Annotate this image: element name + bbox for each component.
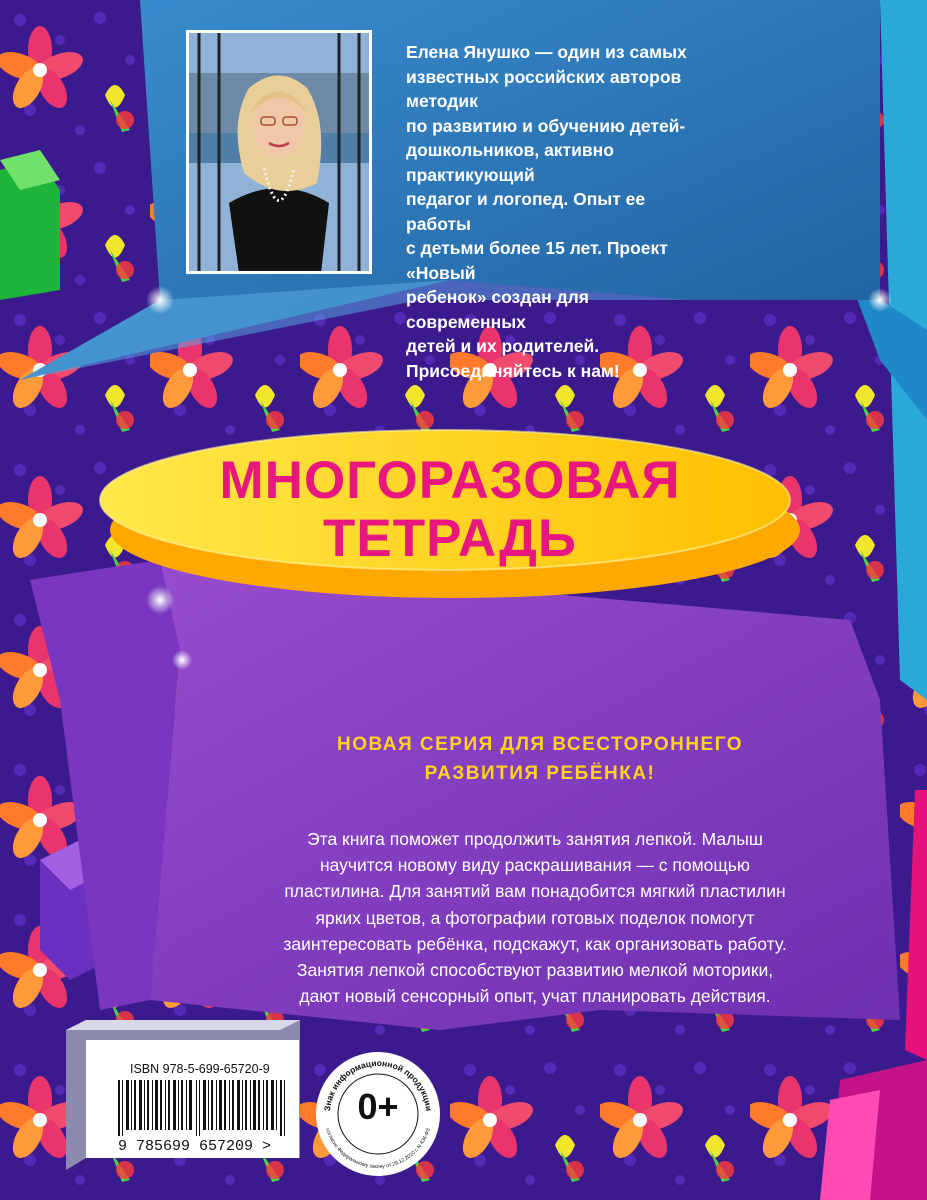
author-portrait-image xyxy=(189,33,369,271)
bio-line: по развитию и обучению детей- xyxy=(406,115,686,136)
headline-line1: НОВАЯ СЕРИЯ ДЛЯ ВСЕСТОРОННЕГО xyxy=(336,734,744,755)
book-description xyxy=(230,826,840,1009)
bio-line: ребенок» создан для современных xyxy=(406,287,589,332)
description-line: Эта книга поможет продолжить занятия лепкой. Малыш xyxy=(307,829,763,849)
barcode-bars xyxy=(118,1080,290,1136)
banner-title xyxy=(130,452,770,568)
bio-line: детей и их родителей. xyxy=(406,336,600,356)
description-line: заинтересовать ребёнка, подскажут, как организовать работу. xyxy=(283,933,787,954)
description-line: ярких цветов, а фотографии готовых поделок помогут xyxy=(315,907,755,928)
age-ring-top-text: Знак информационной продукции xyxy=(322,1057,434,1112)
svg-text:согласно Федеральному закону о xyxy=(324,1128,432,1170)
bio-line: Елена Янушко — один из самых xyxy=(406,42,687,62)
description-line: пластилина. Для занятий вам понадобится мягкий пластилин xyxy=(284,881,786,902)
banner-title-line2: ТЕТРАДЬ xyxy=(323,509,577,568)
series-headline xyxy=(270,730,810,788)
bio-line: педагог и логопед. Опыт ее работы xyxy=(406,189,646,234)
bio-line: с детьми более 15 лет. Проект «Новый xyxy=(406,238,668,283)
description-line: научится новому виду раскрашивания — с помощью xyxy=(319,855,751,876)
banner-title-line1: МНОГОРАЗОВАЯ xyxy=(219,451,681,510)
bio-line: дошкольников, активно практикующий xyxy=(406,140,614,185)
description-line: Занятия лепкой способствуют развитию мелкой моторики, xyxy=(296,960,774,981)
barcode-digits: 9 785699 657209 > xyxy=(118,1138,272,1155)
bio-line: известных российских авторов методик xyxy=(406,66,682,111)
headline-line2: РАЗВИТИЯ РЕБЁНКА! xyxy=(424,763,656,784)
age-rating-value: 0+ xyxy=(357,1086,399,1127)
author-photo xyxy=(186,30,372,274)
author-bio xyxy=(406,40,706,383)
bio-line: Присоединяйтесь к нам! xyxy=(406,360,620,381)
age-ring-bottom-text: согласно Федеральному закону от 29.12.2010 г. N 436-ФЗ xyxy=(324,1127,432,1170)
description-line: дают новый сенсорный опыт, учат планировать действия. xyxy=(299,986,771,1007)
isbn-text: ISBN 978-5-699-65720-9 xyxy=(130,1062,270,1076)
